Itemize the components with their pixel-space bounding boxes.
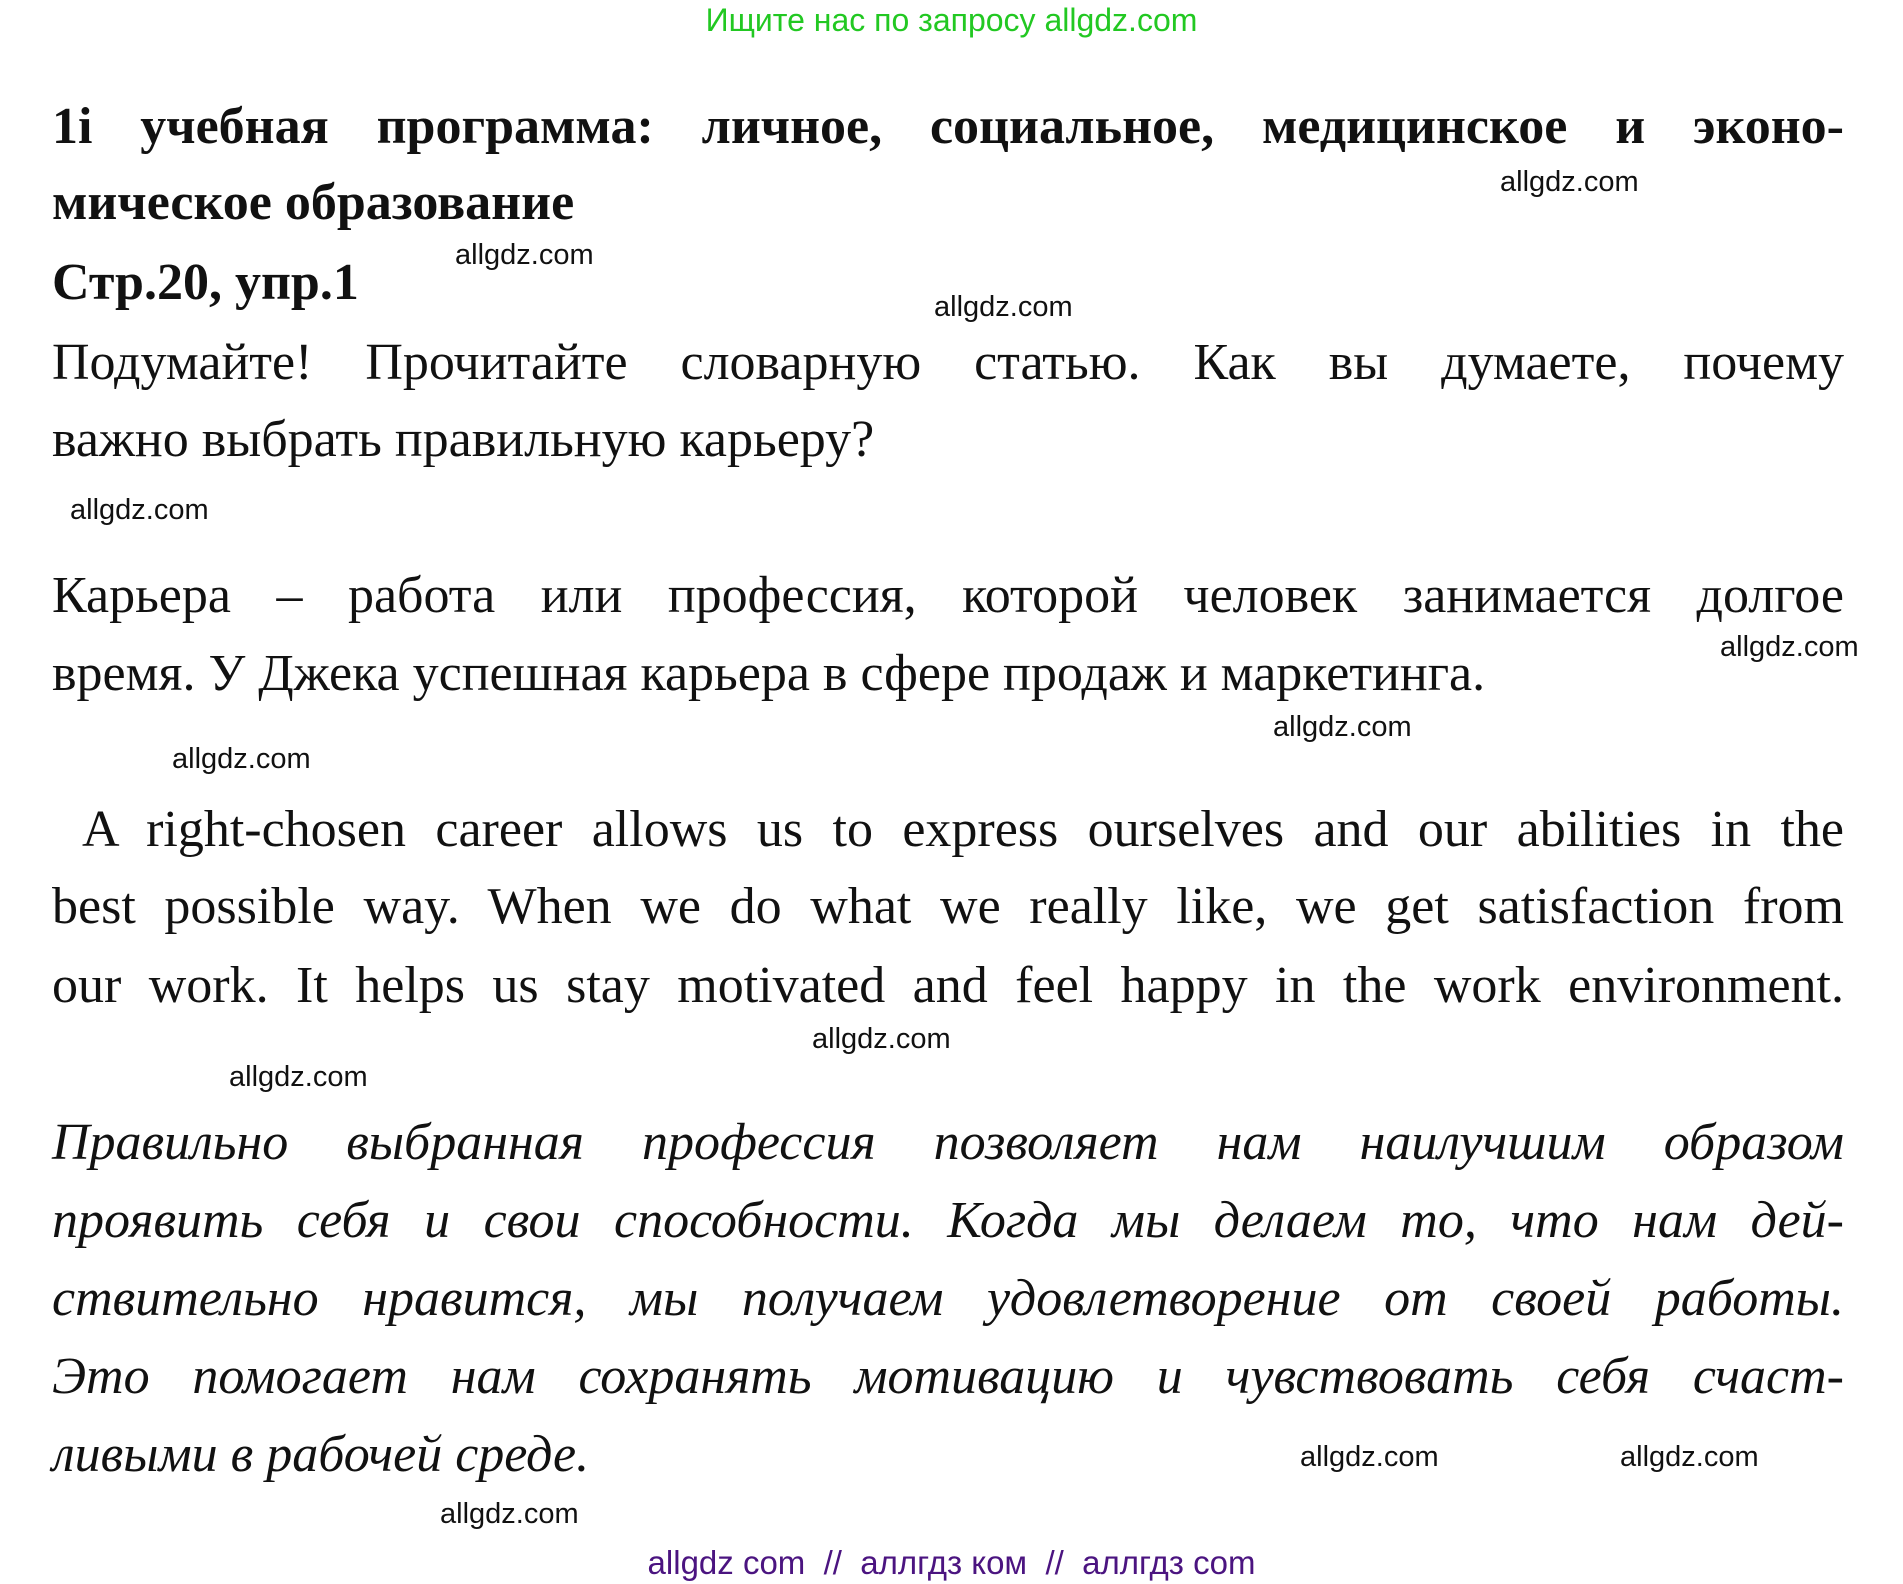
watermark: allgdz.com xyxy=(172,743,311,775)
answer-ru-line-1: Правильно выбранная профессия позволяет нам наилучшим образом xyxy=(52,1114,1844,1171)
answer-ru-line-3: ствительно нравится, мы получаем удовлетворение от своей работы. xyxy=(52,1270,1844,1327)
task-line-2: важно выбрать правильную карьеру? xyxy=(52,411,875,468)
search-banner: Ищите нас по запросу allgdz.com xyxy=(705,2,1198,38)
watermark: allgdz.com xyxy=(70,494,209,526)
footer-links: allgdz com // аллгдз ком // аллгдз com xyxy=(647,1544,1256,1581)
watermark: allgdz.com xyxy=(1273,711,1412,743)
answer-ru-line-4: Это помогает нам сохранять мотивацию и чувствовать себя счаст- xyxy=(52,1348,1844,1405)
answer-en-line-1: A right-chosen career allows us to express ourselves and our abilities in the xyxy=(82,801,1844,858)
watermark: allgdz.com xyxy=(812,1023,951,1055)
heading-line-2: мическое образование xyxy=(52,174,575,231)
watermark: allgdz.com xyxy=(1500,166,1639,198)
watermark: allgdz.com xyxy=(934,291,1073,323)
definition-line-1: Карьера – работа или профессия, которой человек занимается долгое xyxy=(52,567,1844,624)
answer-en-line-3: our work. It helps us stay motivated and feel happy in the work environment. xyxy=(52,957,1844,1014)
watermark: allgdz.com xyxy=(440,1498,579,1530)
answer-ru-line-2: проявить себя и свои способности. Когда мы делаем то, что нам дей- xyxy=(52,1192,1844,1249)
exercise-label: Стр.20, упр.1 xyxy=(52,254,359,311)
watermark: allgdz.com xyxy=(1620,1441,1759,1473)
watermark: allgdz.com xyxy=(1720,631,1859,663)
watermark: allgdz.com xyxy=(1300,1441,1439,1473)
watermark: allgdz.com xyxy=(455,239,594,271)
task-line-1: Подумайте! Прочитайте словарную статью. Как вы думаете, почему xyxy=(52,334,1844,391)
watermark: allgdz.com xyxy=(229,1061,368,1093)
answer-en-line-2: best possible way. When we do what we really like, we get satisfaction from xyxy=(52,878,1844,935)
answer-ru-line-5: ливыми в рабочей среде. xyxy=(52,1426,590,1483)
definition-line-2: время. У Джека успешная карьера в сфере продаж и маркетинга. xyxy=(52,645,1486,702)
heading-line-1: 1i учебная программа: личное, социальное, медицинское и эконо- xyxy=(52,98,1844,155)
